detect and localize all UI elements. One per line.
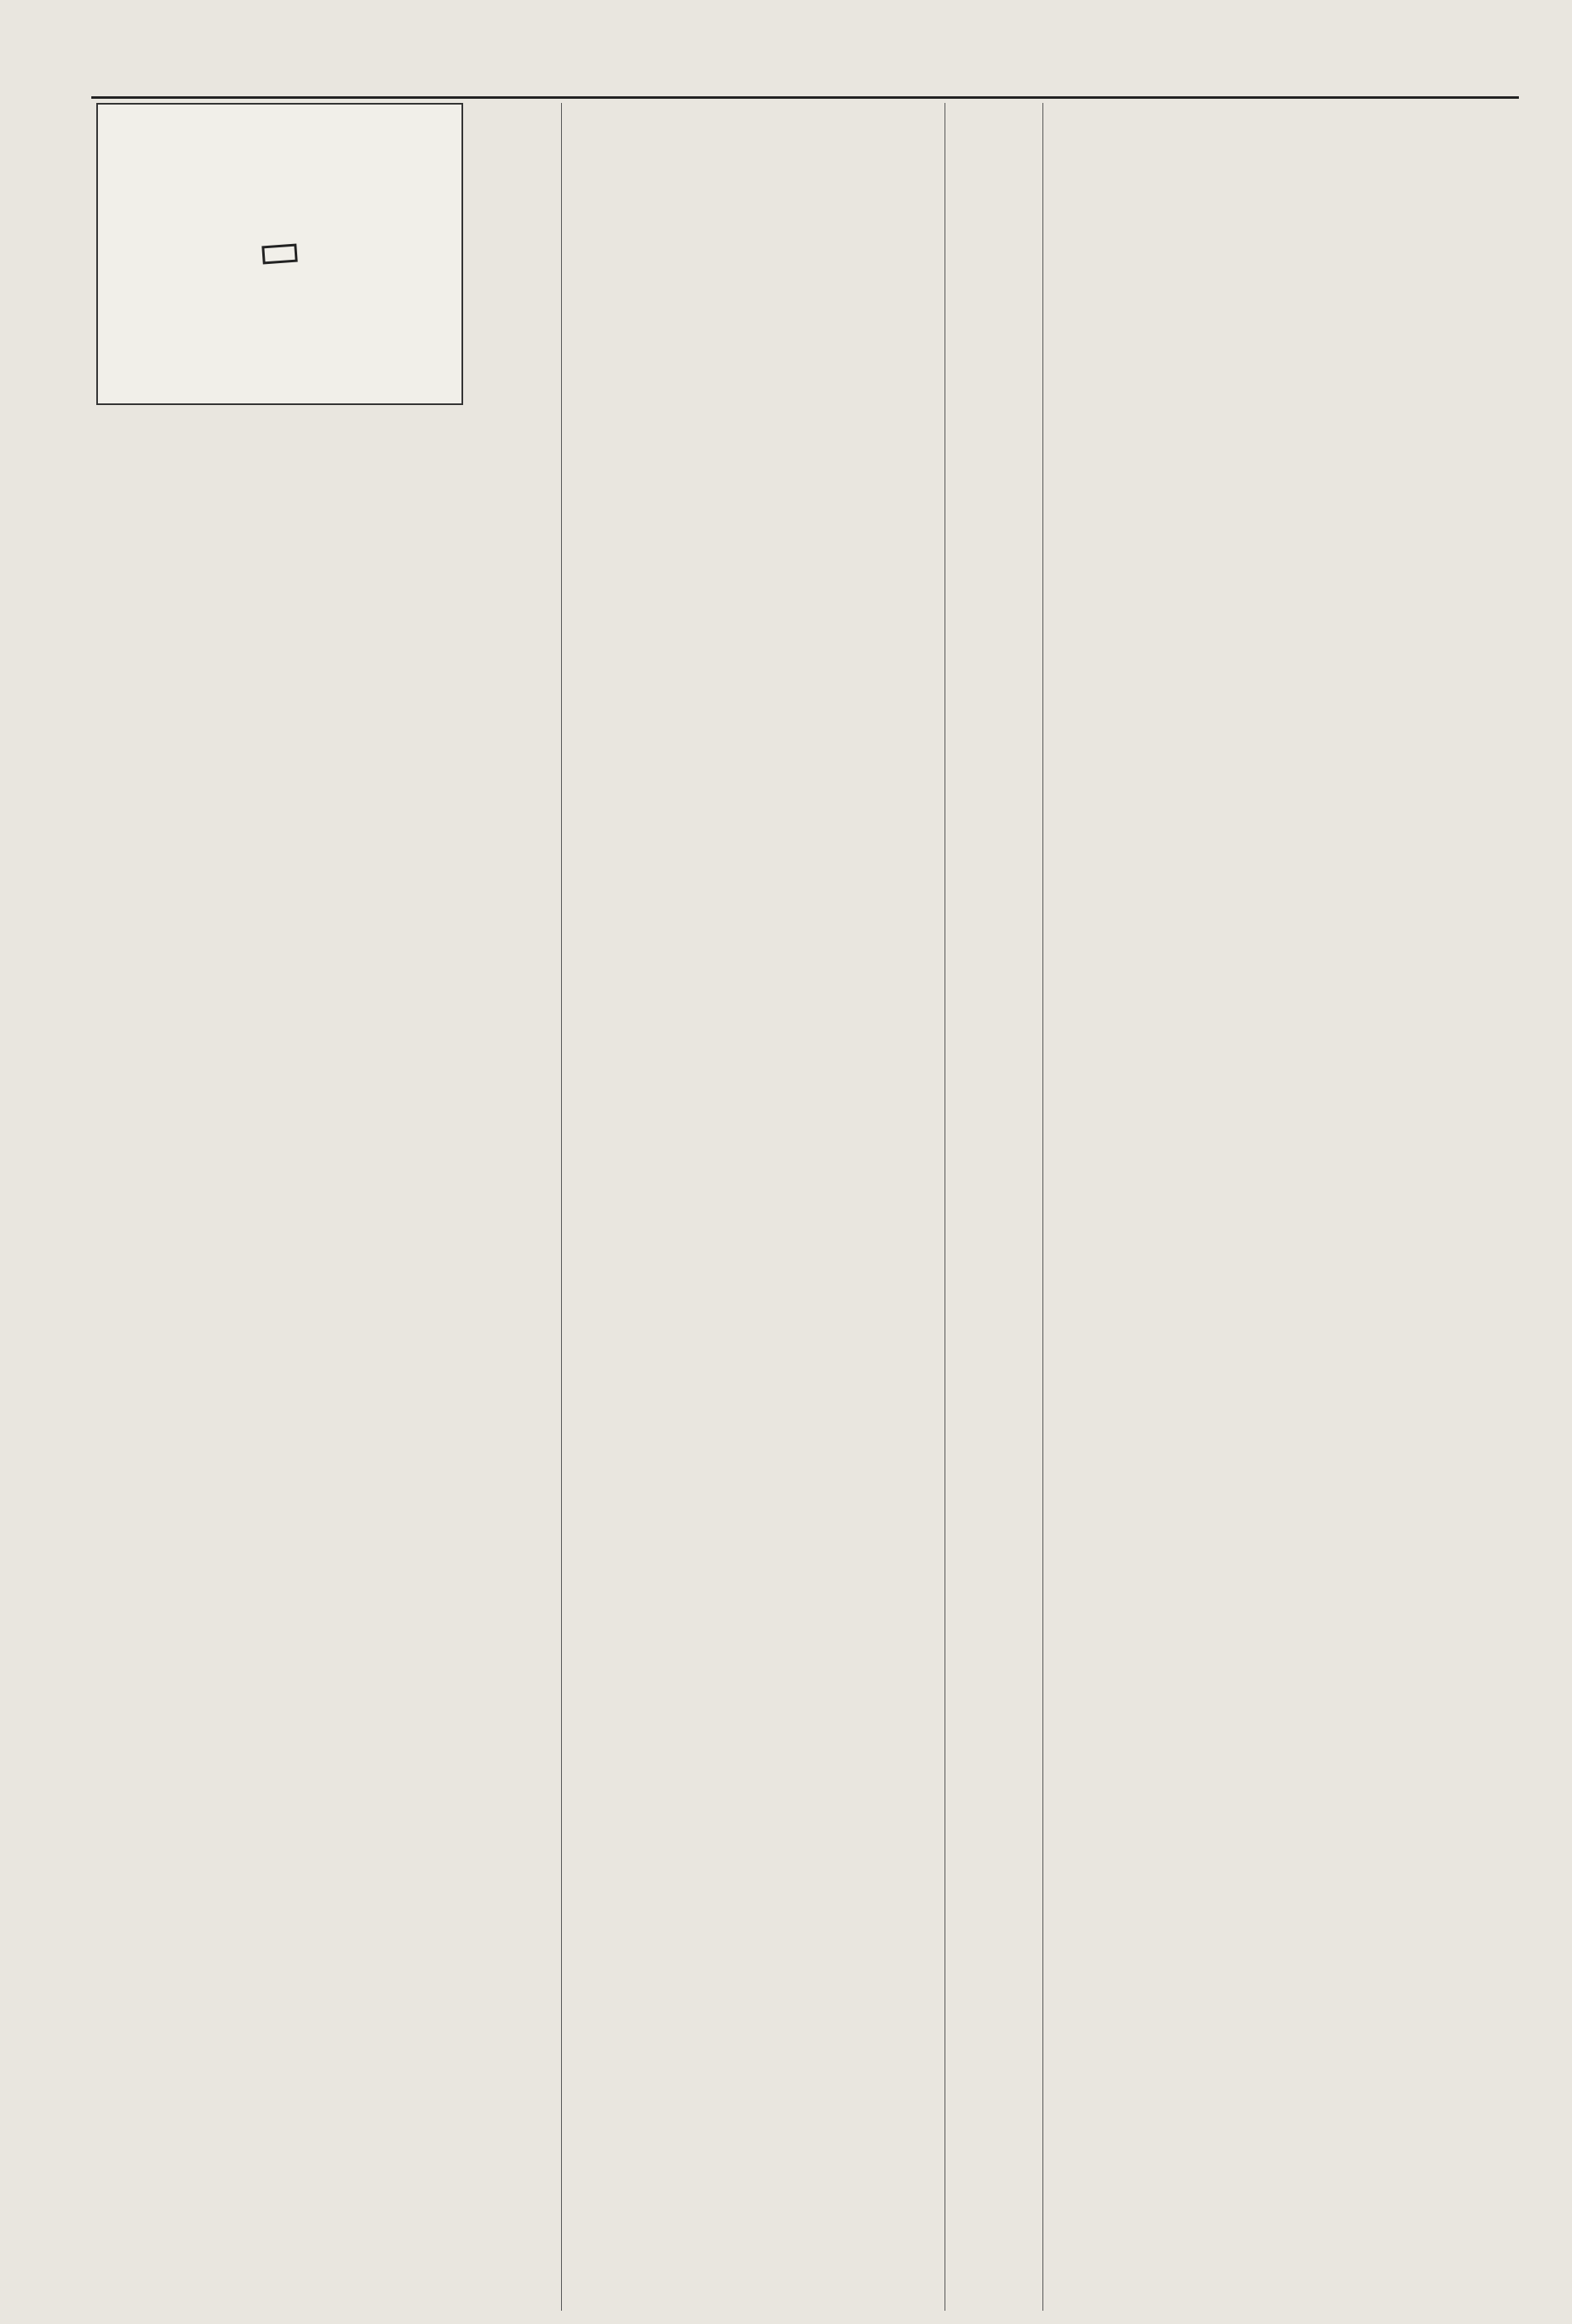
header-rule bbox=[91, 96, 1519, 99]
column-2 bbox=[569, 103, 936, 2311]
page-header bbox=[0, 58, 1572, 100]
column-divider bbox=[561, 103, 562, 2311]
stage-banner-illustration bbox=[96, 103, 463, 405]
stage-banner-title bbox=[261, 244, 297, 265]
column-1 bbox=[96, 103, 463, 2311]
column-divider bbox=[1042, 103, 1043, 2311]
